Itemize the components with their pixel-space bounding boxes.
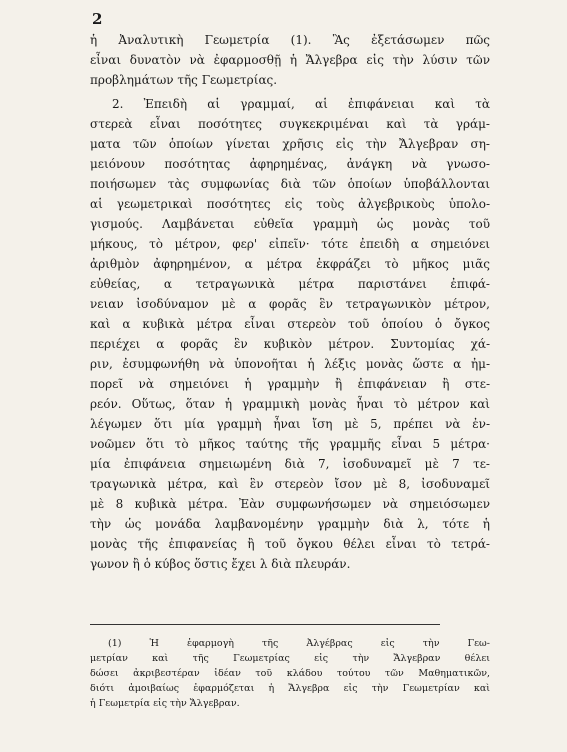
text-line: ποιήσωμεν τὰς συμφωνίας διὰ τῶν ὁποίων ὑποβάλλονται (90, 177, 490, 191)
text-line: ριν, ἐσυμφωνήθη νὰ ὑπονοῆται ἡ λέξις μονὰς ὥστε α ἠμ- (90, 357, 490, 371)
text-line: αἱ γεωμετρικαὶ ποσότητες εἰς τοὺς ἀλγεβρικοὺς ὑπολο- (90, 197, 490, 211)
text-line: μειόνουν ποσότητας ἀφηρημένας, ἀνάγκη νὰ γνωσο- (90, 157, 490, 171)
footnote-line: (1) Ἡ ἐφαρμογὴ τῆς Ἀλγέβρας εἰς τὴν Γεω- (108, 638, 490, 649)
text-line: προβλημάτων τῆς Γεωμετρίας. (90, 73, 278, 87)
footnote-line: δώσει ἀκριβεστέραν ἰδέαν τοῦ κλάδου τούτου τῶν Μαθηματικῶν, (90, 668, 490, 679)
text-line: γωνον ἢ ὁ κύβος ὅστις ἔχει λ διὰ πλευράν. (90, 557, 351, 571)
text-line: στερεὰ εἶναι ποσότητες συγκεκριμέναι καὶ τὰ γράμ- (90, 117, 490, 131)
footnote-line: ἡ Γεωμετρία εἰς τὴν Ἄλγεβραν. (90, 698, 240, 709)
footnote-divider (90, 624, 440, 625)
text-line: ἡ Ἀναλυτικὴ Γεωμετρία (1). Ἃς ἐξετάσωμεν πῶς (90, 33, 490, 47)
text-line: μὲ 8 κυβικὰ μέτρα. Ἐὰν συμφωνήσωμεν νὰ σημειόσωμεν (90, 497, 490, 511)
text-line: νειαν ἰσοδύναμον μὲ α φορᾶς ἓν τετραγωνικὸν μέτρον, (90, 297, 490, 311)
text-line: εὐθείας, α τετραγωνικὰ μέτρα παριστάνει ἐπιφά- (90, 277, 490, 291)
text-line: πορεῖ νὰ σημειόνει ἡ γραμμὴν ἢ ἐπιφάνειαν ἢ στε- (90, 377, 490, 391)
text-line: ματα τῶν ὁποίων γίνεται χρῆσις εἰς τὴν Ἄλγεβραν ση- (90, 137, 490, 151)
text-line: καὶ α κυβικὰ μέτρα εἶναι στερεὸν τοῦ ὁποίου ὁ ὄγκος (90, 317, 490, 331)
text-line: μονὰς τῆς ἐπιφανείας ἢ τοῦ ὄγκου θέλει εἶναι τὸ τετρά- (90, 537, 490, 551)
footnote-line: διότι ἀμοιβαίως ἐφαρμόζεται ἡ Ἄλγεβρα εἰς τὴν Γεωμετρίαν καὶ (90, 683, 490, 694)
text-line: ἀριθμὸν ἀφηρημένον, α μέτρα ἐκφράζει τὸ μῆκος μιᾶς (90, 257, 490, 271)
text-line: λέγωμεν ὅτι μία γραμμὴ ἦναι ἴση μὲ 5, πρέπει νὰ ἐν- (90, 417, 490, 431)
text-line: τραγωνικὰ μέτρα, καὶ ἓν στερεὸν ἴσον μὲ 8, ἰσοδυναμεῖ (90, 477, 490, 491)
text-line: περιέχει α φορᾶς ἓν κυβικὸν μέτρον. Συντομίας χά- (90, 337, 490, 351)
text-line: εἶναι δυνατὸν νὰ ἐφαρμοσθῇ ἡ Ἄλγεβρα εἰς τὴν λύσιν τῶν (90, 53, 490, 67)
text-line: μία ἐπιφάνεια σημειωμένη διὰ 7, ἰσοδυναμεῖ μὲ 7 τε- (90, 457, 490, 471)
text-line: τὴν ὡς μονάδα λαμβανομένην γραμμὴν διὰ λ, τότε ἡ (90, 517, 490, 531)
text-line: γισμούς. Λαμβάνεται εὐθεῖα γραμμὴ ὡς μονὰς τοῦ (90, 217, 490, 231)
footnote-line: μετρίαν καὶ τῆς Γεωμετρίας εἰς τὴν Ἄλγεβραν θέλει (90, 653, 490, 664)
page-number: 2 (92, 10, 103, 28)
text-line: ρεόν. Οὕτως, ὅταν ἡ γραμμικὴ μονὰς ἦναι τὸ μέτρον καὶ (90, 397, 490, 411)
text-line: νοῶμεν ὅτι τὸ μῆκος ταύτης τῆς γραμμῆς εἶναι 5 μέτρα· (90, 437, 490, 451)
text-line: 2. Ἐπειδὴ αἱ γραμμαί, αἱ ἐπιφάνειαι καὶ τὰ (112, 97, 490, 111)
text-line: μήκους, τὸ μέτρον, φερ' εἰπεῖν· τότε ἐπειδὴ α σημειόνει (90, 237, 490, 251)
